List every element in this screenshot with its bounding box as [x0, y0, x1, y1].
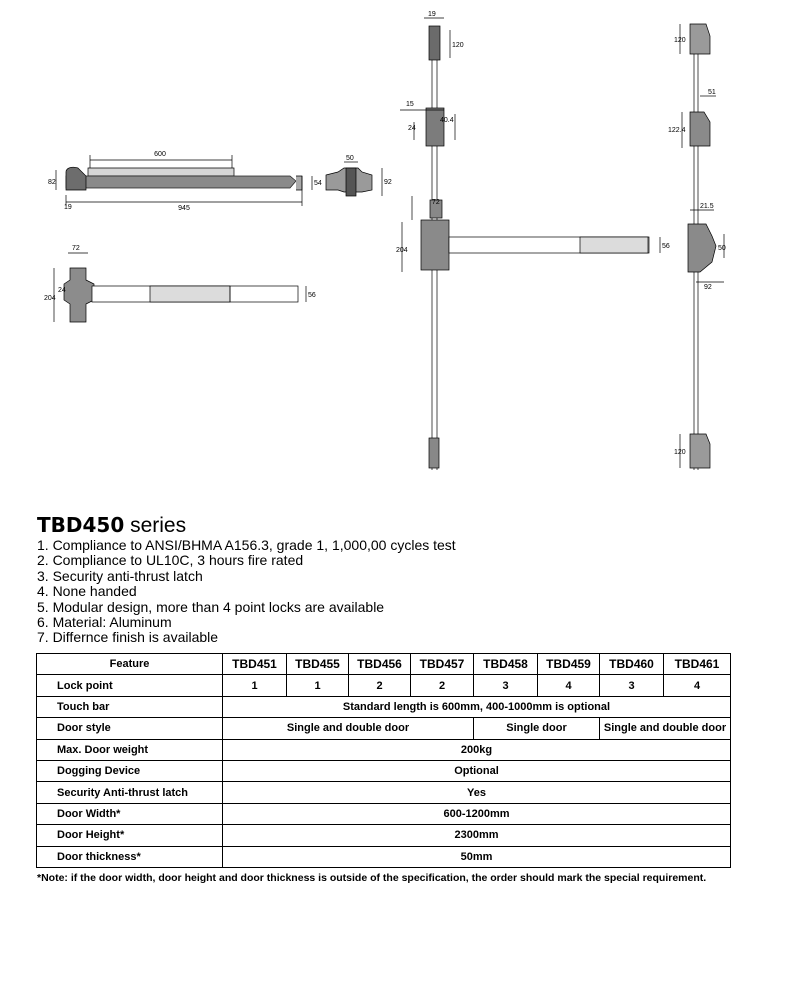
dim-label: 15 [406, 101, 414, 108]
series-suffix: series [130, 514, 187, 537]
dim-label: 56 [308, 292, 316, 299]
table-row-door-thickness [37, 846, 731, 867]
table-cell: 2300mm [223, 825, 731, 846]
row-label: Door Width* [37, 803, 223, 824]
dim-label: 92 [384, 179, 392, 186]
table-cell: Single door [474, 718, 600, 739]
table-cell: 3 [474, 675, 538, 696]
dim-label: 21.5 [700, 203, 714, 210]
dim-label: 19 [64, 204, 72, 211]
table-cell: Yes [223, 782, 731, 803]
dim-label: 24 [58, 287, 66, 294]
end-view-drawing [326, 162, 382, 196]
spec-table [36, 653, 731, 868]
feature-item: 3. Security anti-thrust latch [37, 567, 203, 584]
row-label: Lock point [37, 675, 223, 696]
dim-label: 945 [178, 205, 190, 212]
dim-label: 204 [396, 247, 408, 254]
feature-item: 5. Modular design, more than 4 point locks are available [37, 598, 385, 615]
table-row-lock-point [37, 675, 731, 696]
table-cell: 3 [600, 675, 664, 696]
footnote: *Note: if the door width, door height and door thickness is outside of the specification, the order should mark the special requirement. [37, 872, 707, 884]
table-cell: 1 [287, 675, 349, 696]
column-header-model: TBD458 [474, 654, 538, 675]
dim-label: 82 [48, 179, 56, 186]
column-header-feature: Feature [37, 654, 223, 675]
dim-label: 600 [154, 151, 166, 158]
dim-label: 51 [708, 89, 716, 96]
table-cell: 2 [411, 675, 474, 696]
feature-item: 7. Differnce finish is available [37, 629, 219, 646]
row-label: Max. Door weight [37, 739, 223, 760]
table-cell: 50mm [223, 846, 731, 867]
row-label: Touch bar [37, 696, 223, 717]
dim-label: 54 [314, 180, 322, 187]
row-label: Door style [37, 718, 223, 739]
column-header-model: TBD451 [223, 654, 287, 675]
dim-label: 19 [428, 11, 436, 18]
column-header-model: TBD455 [287, 654, 349, 675]
table-cell: 1 [223, 675, 287, 696]
dim-label: 120 [452, 42, 464, 49]
table-row-door-height [37, 825, 731, 846]
dim-label: 24 [408, 125, 416, 132]
dim-label: 204 [44, 295, 56, 302]
dim-label: 50 [718, 245, 726, 252]
dim-label: 72 [72, 245, 80, 252]
row-label: Dogging Device [37, 760, 223, 781]
feature-list [37, 538, 456, 646]
table-row-anti-thrust [37, 782, 731, 803]
front-view-drawing [56, 155, 312, 206]
dim-label: 50 [346, 155, 354, 162]
table-row-max-weight [37, 739, 731, 760]
table-cell: Optional [223, 760, 731, 781]
dim-label: 120 [674, 449, 686, 456]
table-cell: 600-1200mm [223, 803, 731, 824]
dim-label: 40.4 [440, 117, 454, 124]
column-header-model: TBD459 [538, 654, 600, 675]
series-model: TBD450 [37, 513, 125, 537]
column-header-model: TBD460 [600, 654, 664, 675]
dim-label: 120 [674, 37, 686, 44]
feature-item: 2. Compliance to UL10C, 3 hours fire rated [37, 552, 304, 569]
table-cell: 4 [538, 675, 600, 696]
bar-top-view-drawing [54, 253, 306, 322]
table-cell: Single and double door [600, 718, 731, 739]
series-heading [37, 512, 186, 539]
table-row-touch-bar [37, 696, 731, 717]
table-cell: Single and double door [223, 718, 474, 739]
column-header-model: TBD461 [664, 654, 731, 675]
row-label: Door thickness* [37, 846, 223, 867]
table-row-dogging [37, 760, 731, 781]
feature-item: 6. Material: Aluminum [37, 614, 172, 631]
vertical-rod-drawing [400, 18, 660, 470]
table-cell: 200kg [223, 739, 731, 760]
table-cell: 2 [349, 675, 411, 696]
dim-label: 56 [662, 243, 670, 250]
dim-label: 122.4 [668, 127, 686, 134]
table-row-door-width [37, 803, 731, 824]
feature-item: 4. None handed [37, 583, 137, 600]
row-label: Door Height* [37, 825, 223, 846]
dim-label: 92 [704, 284, 712, 291]
table-row-door-style [37, 718, 731, 739]
row-label: Security Anti-thrust latch [37, 782, 223, 803]
table-header-row [37, 654, 731, 675]
column-header-model: TBD456 [349, 654, 411, 675]
table-cell: 4 [664, 675, 731, 696]
dim-label: 72 [432, 199, 440, 206]
column-header-model: TBD457 [411, 654, 474, 675]
feature-item: 1. Compliance to ANSI/BHMA A156.3, grade 1, 1,000,00 cycles test [37, 537, 456, 553]
table-cell: Standard length is 600mm, 400-1000mm is optional [223, 696, 731, 717]
